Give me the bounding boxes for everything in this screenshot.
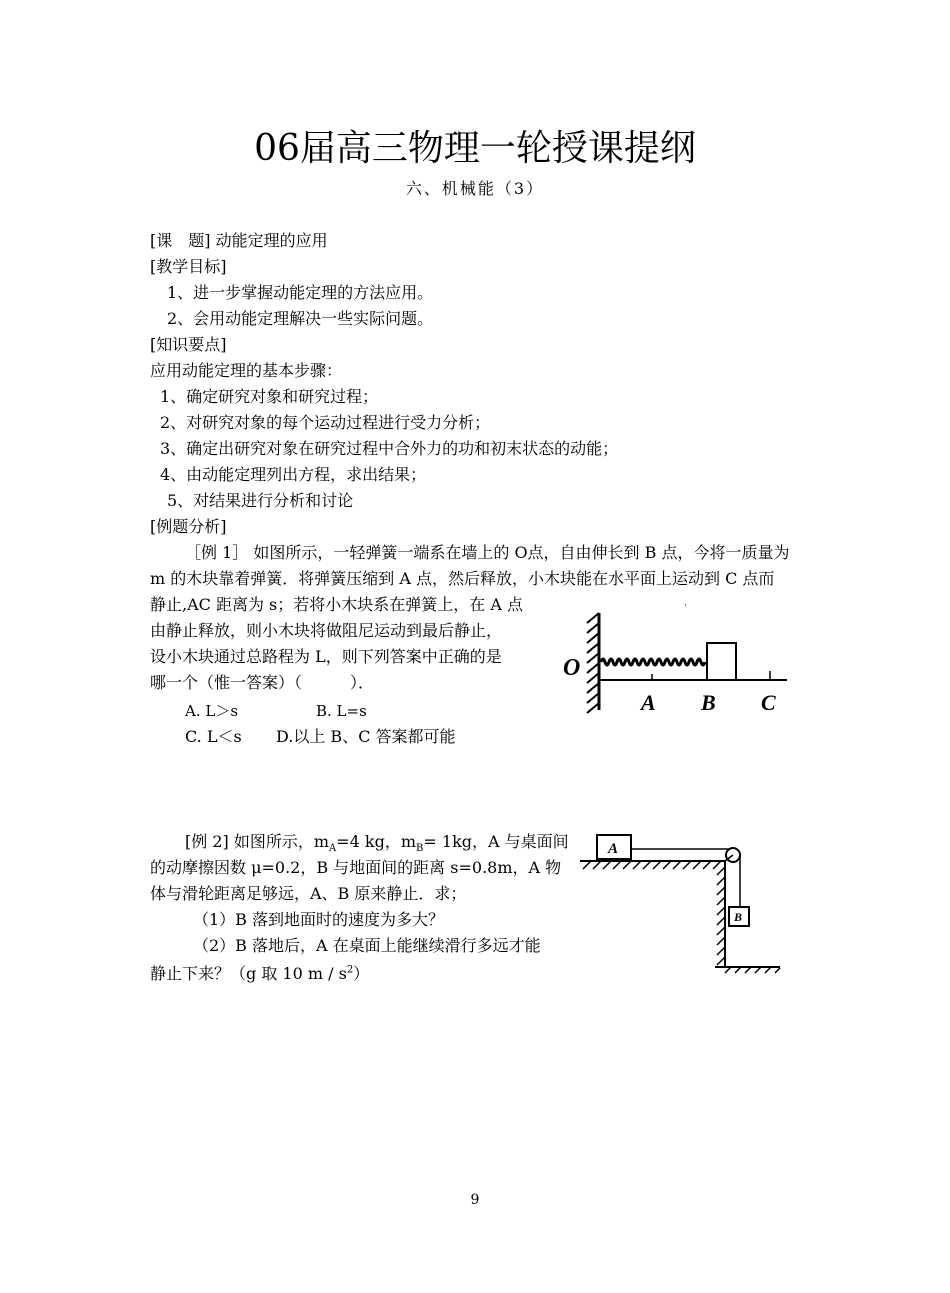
option-c: C. L＜s: [185, 727, 242, 746]
question-2: （2）B 落地后，A 在桌面上能继续滑行多远才能: [193, 936, 541, 955]
example2-text: = 1kg，A 与桌面间: [423, 832, 569, 851]
example2-text: [例 2] 如图所示，m: [185, 832, 330, 851]
spring-block-figure: [555, 595, 795, 720]
example2-text: =4 kg，m: [336, 832, 417, 851]
example1-line: 哪一个（惟一答案）（ ）．: [150, 673, 375, 692]
option-b: B. L=s: [316, 702, 367, 720]
example2-line: [185, 830, 569, 854]
example2-line: 体与滑轮距离足够远，A、B 原来静止．求；: [150, 884, 467, 903]
page-subtitle: 六、机械能（3）: [405, 179, 545, 198]
label-b: B: [701, 690, 716, 715]
goals-heading: [教学目标]: [150, 257, 227, 276]
example2-line: 的动摩擦因数 μ=0.2，B 与地面间的距离 s=0.8m，A 物: [150, 858, 562, 877]
step-item: 5、对结果进行分析和讨论: [167, 491, 354, 510]
label-c: C: [761, 690, 776, 715]
step-item: 3、确定出研究对象在研究过程中合外力的功和初末状态的动能；: [160, 439, 619, 458]
knowledge-heading: [知识要点]: [150, 335, 227, 354]
page-title: 06届高三物理一轮授课提纲: [254, 128, 696, 169]
label-b: B: [734, 910, 743, 924]
label-o: O: [563, 655, 581, 681]
example1-line: 静止,AC 距离为 s；若将小木块系在弹簧上，在 A 点: [150, 595, 523, 614]
topic-line: [课 题] 动能定理的应用: [150, 231, 328, 250]
page-number: 9: [470, 1192, 480, 1208]
example1-line: ［例 1］ 如图所示，一轻弹簧一端系在墙上的 O点，自由伸长到 B 点，今将一质量为: [185, 543, 790, 562]
subscript-b: B: [416, 843, 424, 855]
goal-item: 2、会用动能定理解决一些实际问题。: [167, 309, 434, 328]
example2-line: [150, 962, 369, 986]
pulley-figure: [575, 825, 790, 975]
example1-line: 设小木块通过总路程为 L，则下列答案中正确的是: [150, 647, 502, 666]
knowledge-intro: 应用动能定理的基本步骤：: [150, 361, 343, 380]
step-item: 1、确定研究对象和研究过程；: [160, 387, 379, 406]
example1-line: 由静止释放，则小木块将做阻尼运动到最后静止，: [150, 621, 503, 640]
examples-heading: [例题分析]: [150, 517, 227, 536]
example1-line: m 的木块靠着弹簧．将弹簧压缩到 A 点，然后释放，小木块能在水平面上运动到 C 点而: [150, 569, 775, 588]
label-a: A: [641, 690, 656, 715]
superscript: 2: [346, 964, 354, 976]
step-item: 4、由动能定理列出方程，求出结果；: [160, 465, 427, 484]
example2-text: 静止下来？（g 取 10 m / s: [150, 964, 347, 983]
subscript-a: A: [329, 843, 337, 855]
option-a: A. L＞s: [185, 702, 239, 720]
label-a: A: [608, 841, 619, 857]
example2-text: ）: [353, 964, 370, 983]
question-1: （1）B 落到地面时的速度为多大？: [193, 910, 445, 929]
goal-item: 1、进一步掌握动能定理的方法应用。: [167, 283, 434, 302]
step-item: 2、对研究对象的每个运动过程进行受力分析；: [160, 413, 491, 432]
option-d: D.以上 B、C 答案都可能: [276, 727, 456, 746]
